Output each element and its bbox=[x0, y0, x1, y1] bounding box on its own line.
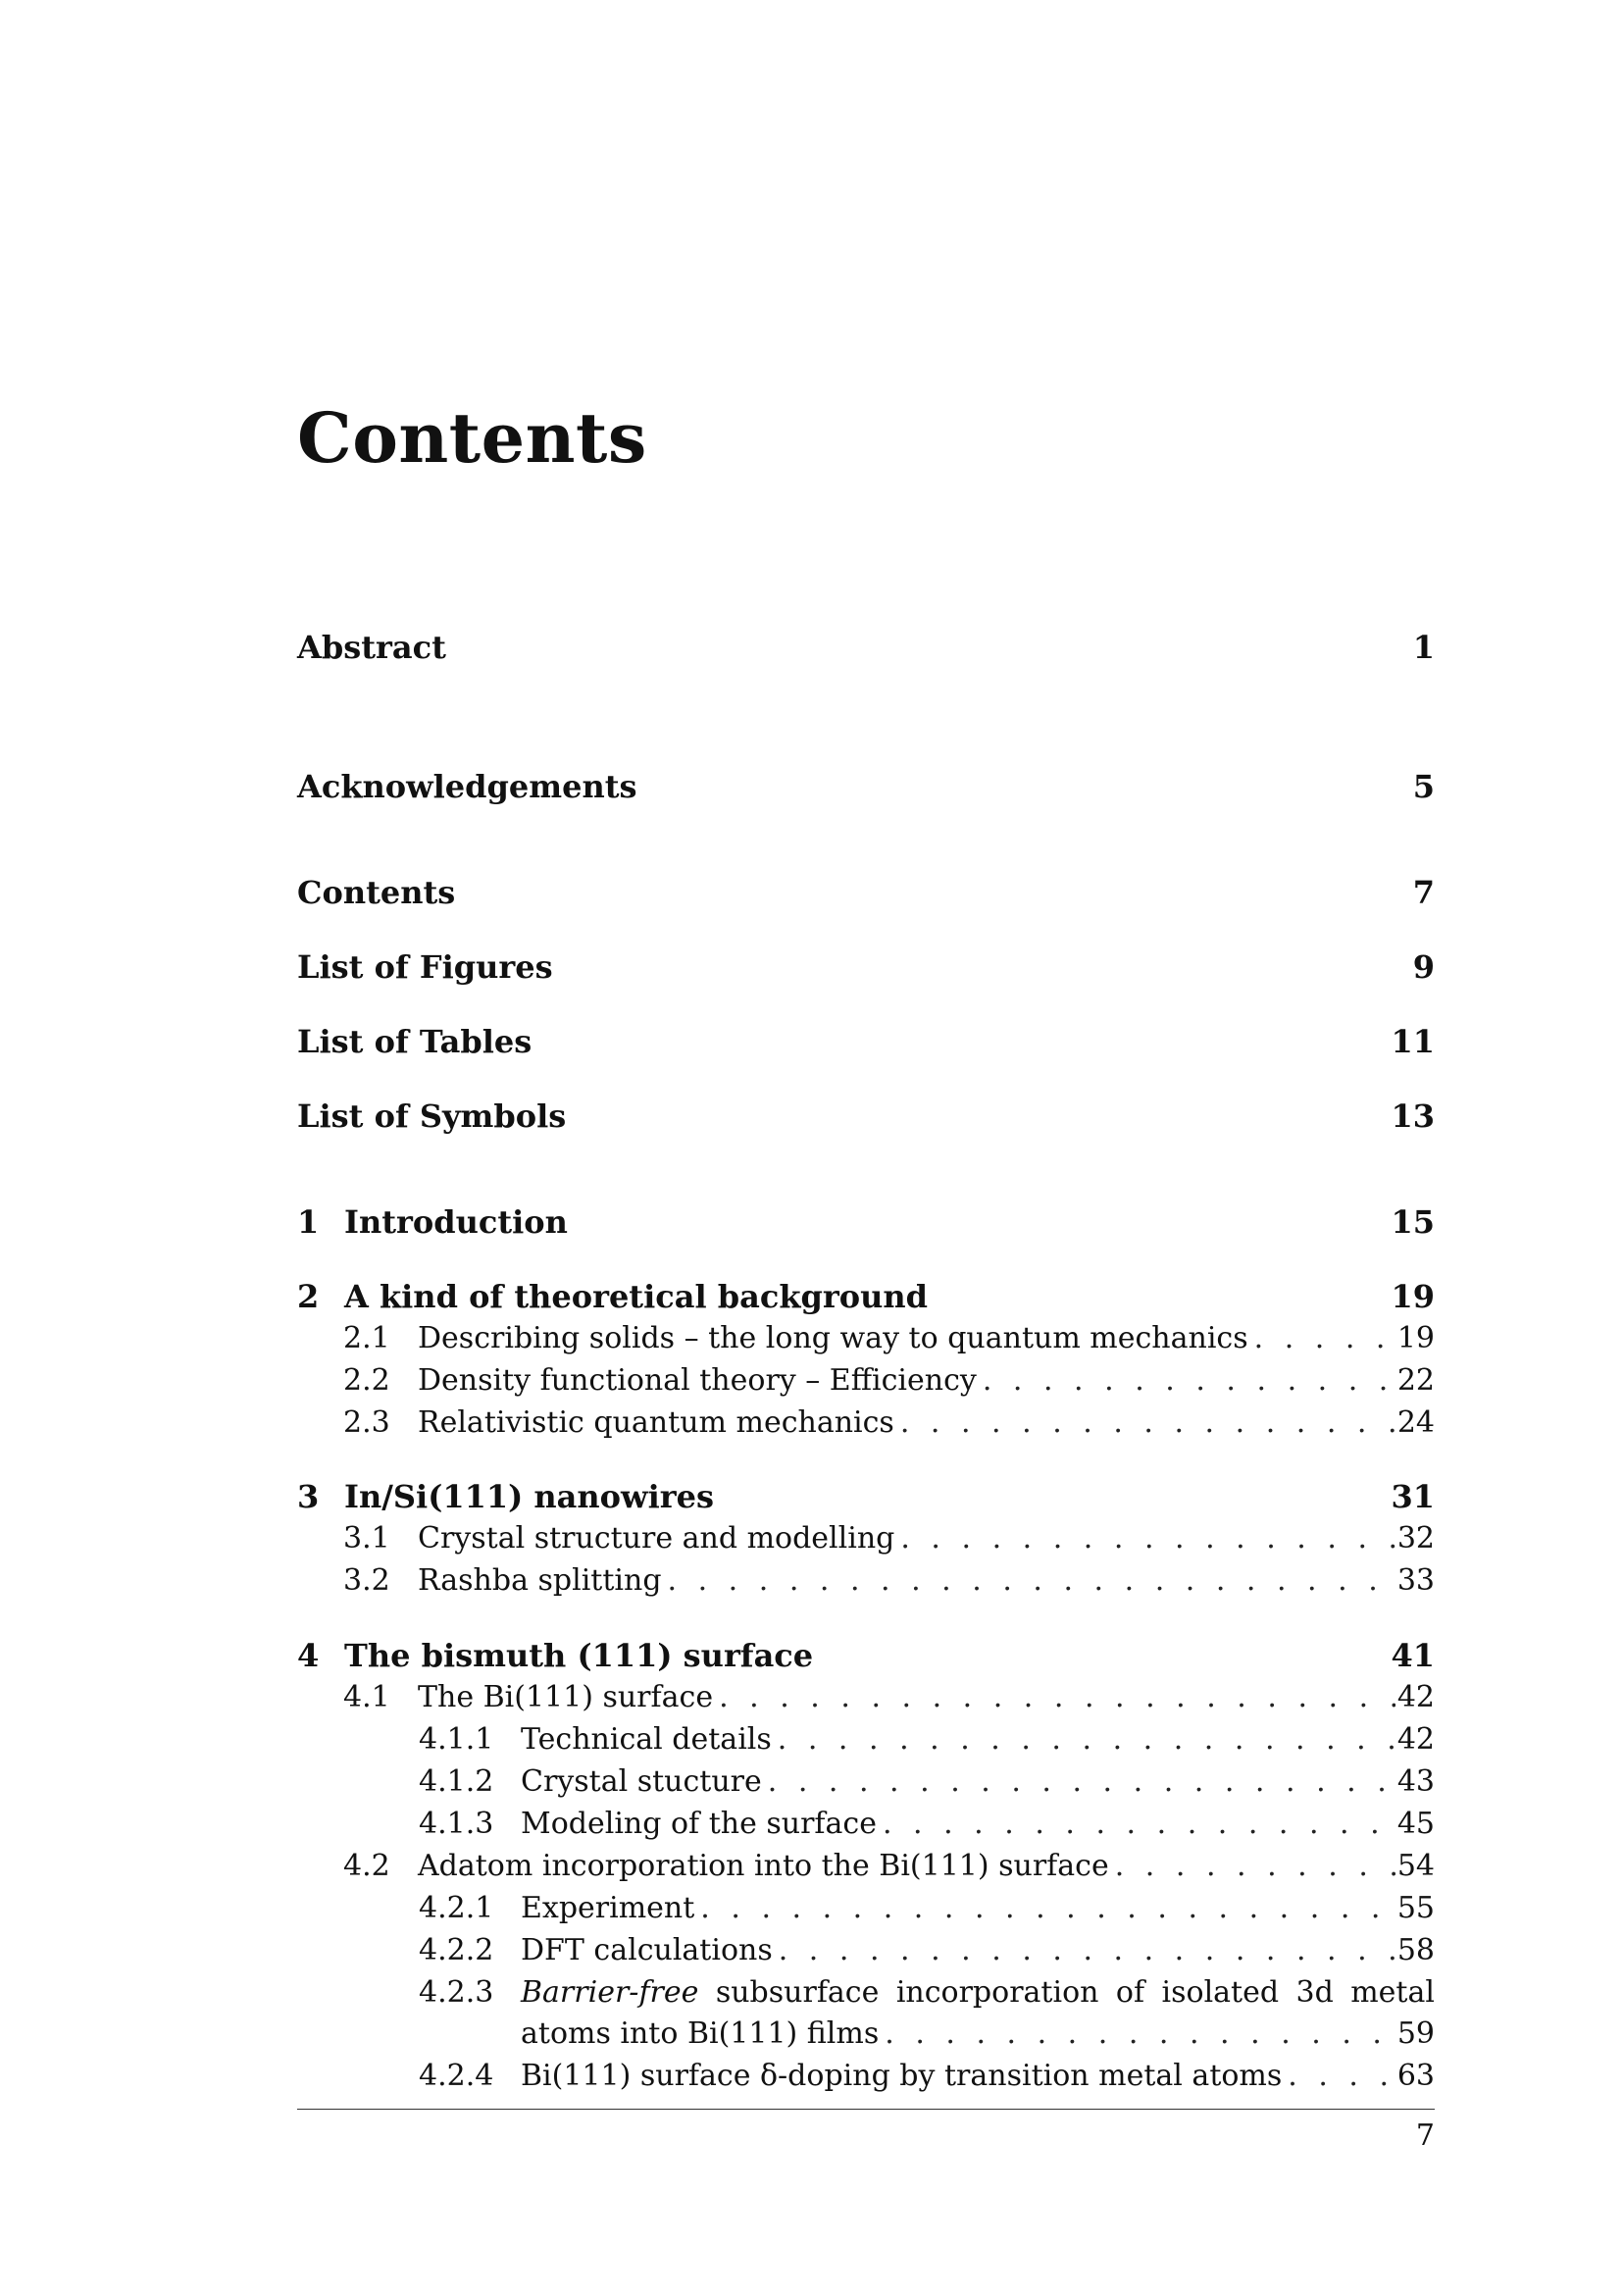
leader-dots bbox=[977, 1361, 1395, 1401]
leader-dots bbox=[894, 1519, 1395, 1558]
toc-entry-page: 13 bbox=[1391, 1097, 1435, 1135]
leader-dots bbox=[1248, 1319, 1395, 1358]
toc-section-2-2[interactable] bbox=[343, 1361, 1435, 1401]
subsection-page: 55 bbox=[1396, 1891, 1435, 1925]
subsection-number: 4.1.3 bbox=[419, 1807, 494, 1841]
section-page: 32 bbox=[1396, 1521, 1435, 1556]
subsection-title-line-1 bbox=[521, 1973, 1435, 2013]
leader-dots bbox=[1109, 1847, 1395, 1886]
toc-subsection-4-1-2[interactable] bbox=[419, 1762, 1435, 1802]
toc-chapter-2[interactable] bbox=[297, 1277, 1435, 1316]
section-page: 33 bbox=[1396, 1563, 1435, 1598]
subsection-page: 42 bbox=[1396, 1722, 1435, 1757]
toc-entry-page: 11 bbox=[1391, 1023, 1435, 1060]
chapter-page: 41 bbox=[1391, 1637, 1435, 1674]
subsection-title: Crystal stucture bbox=[521, 1764, 762, 1799]
leader-dots bbox=[773, 1931, 1395, 1970]
section-number: 2.2 bbox=[343, 1363, 390, 1398]
chapter-number: 1 bbox=[297, 1203, 320, 1241]
section-page: 24 bbox=[1396, 1405, 1435, 1440]
chapter-page: 31 bbox=[1391, 1478, 1435, 1515]
footer-rule bbox=[297, 2109, 1435, 2110]
section-title: Crystal structure and modelling bbox=[418, 1521, 895, 1556]
section-page: 22 bbox=[1396, 1363, 1435, 1398]
italic-term: Barrier-free bbox=[521, 1975, 699, 2010]
subsection-title: Modeling of the surface bbox=[521, 1807, 877, 1841]
title-word: of bbox=[1115, 1975, 1145, 2010]
leader-dots bbox=[879, 2015, 1395, 2054]
title-word: subsurface bbox=[715, 1975, 880, 2010]
section-title: Describing solids – the long way to quantum mechanics bbox=[418, 1321, 1248, 1355]
leader-dots bbox=[713, 1678, 1395, 1717]
subsection-number: 4.1.1 bbox=[419, 1722, 494, 1757]
toc-entry-contents[interactable] bbox=[297, 873, 1435, 912]
subsection-number: 4.2.1 bbox=[419, 1891, 494, 1925]
toc-chapter-4[interactable] bbox=[297, 1636, 1435, 1675]
chapter-title: Introduction bbox=[344, 1203, 568, 1241]
subsection-title-line-2 bbox=[521, 2015, 1435, 2054]
subsection-page: 63 bbox=[1396, 2059, 1435, 2093]
section-page: 54 bbox=[1396, 1849, 1435, 1883]
leader-dots bbox=[877, 1805, 1395, 1844]
chapter-number: 4 bbox=[297, 1637, 320, 1674]
toc-section-3-1[interactable] bbox=[343, 1519, 1435, 1558]
subsection-title: Bi(111) surface δ-doping by transition metal atoms bbox=[521, 2059, 1283, 2093]
title-word: incorporation bbox=[895, 1975, 1099, 2010]
subsection-number: 4.1.2 bbox=[419, 1764, 494, 1799]
toc-entry-title: Contents bbox=[297, 874, 456, 911]
toc-subsection-4-2-2[interactable] bbox=[419, 1931, 1435, 1970]
section-page: 19 bbox=[1396, 1321, 1435, 1355]
toc-entry-acknowledgements[interactable] bbox=[297, 767, 1435, 806]
toc-entry-list-of-symbols[interactable] bbox=[297, 1097, 1435, 1136]
chapter-number: 3 bbox=[297, 1478, 320, 1515]
subsection-number: 4.2.3 bbox=[419, 1975, 494, 2010]
section-title: Density functional theory – Efficiency bbox=[418, 1363, 977, 1398]
subsection-page: 45 bbox=[1396, 1807, 1435, 1841]
toc-entry-title: Acknowledgements bbox=[297, 768, 637, 805]
toc-entry-page: 1 bbox=[1412, 629, 1435, 666]
toc-section-4-1[interactable] bbox=[343, 1678, 1435, 1717]
subsection-title: Technical details bbox=[521, 1722, 772, 1757]
leader-dots bbox=[772, 1720, 1395, 1760]
subsection-number: 4.2.4 bbox=[419, 2059, 494, 2093]
toc-entry-list-of-figures[interactable] bbox=[297, 947, 1435, 987]
subsection-page: 43 bbox=[1396, 1764, 1435, 1799]
toc-entry-title: Abstract bbox=[297, 629, 446, 666]
subsection-page: 59 bbox=[1396, 2016, 1435, 2051]
title-word: metal bbox=[1350, 1975, 1435, 2010]
section-number: 2.1 bbox=[343, 1321, 390, 1355]
chapter-title: The bismuth (111) surface bbox=[344, 1637, 814, 1674]
toc-entry-page: 5 bbox=[1412, 768, 1435, 805]
toc-chapter-1[interactable] bbox=[297, 1202, 1435, 1242]
leader-dots bbox=[762, 1762, 1395, 1802]
section-title: The Bi(111) surface bbox=[418, 1680, 714, 1714]
subsection-number: 4.2.2 bbox=[419, 1933, 494, 1967]
chapter-page: 19 bbox=[1391, 1278, 1435, 1315]
section-number: 4.1 bbox=[343, 1680, 390, 1714]
leader-dots bbox=[662, 1561, 1395, 1601]
toc-entry-title: List of Symbols bbox=[297, 1097, 567, 1135]
toc-chapter-3[interactable] bbox=[297, 1477, 1435, 1516]
section-number: 2.3 bbox=[343, 1405, 390, 1440]
section-number: 3.2 bbox=[343, 1563, 390, 1598]
footer-page-number: 7 bbox=[1415, 2118, 1435, 2153]
section-title: Rashba splitting bbox=[418, 1563, 662, 1598]
section-title: Adatom incorporation into the Bi(111) surface bbox=[418, 1849, 1109, 1883]
subsection-title: DFT calculations bbox=[521, 1933, 773, 1967]
subsection-title: Experiment bbox=[521, 1891, 695, 1925]
toc-entry-page: 9 bbox=[1412, 948, 1435, 986]
toc-section-2-3[interactable] bbox=[343, 1403, 1435, 1443]
chapter-title: In/Si(111) nanowires bbox=[344, 1478, 714, 1515]
chapter-number: 2 bbox=[297, 1278, 320, 1315]
toc-section-3-2[interactable] bbox=[343, 1561, 1435, 1601]
title-word: isolated bbox=[1161, 1975, 1280, 2010]
page-title: Contents bbox=[297, 397, 647, 479]
section-number: 3.1 bbox=[343, 1521, 390, 1556]
toc-entry-abstract[interactable] bbox=[297, 628, 1435, 667]
title-word: 3d bbox=[1295, 1975, 1334, 2010]
toc-entry-title: List of Tables bbox=[297, 1023, 533, 1060]
toc-entry-title: List of Figures bbox=[297, 948, 553, 986]
section-page: 42 bbox=[1396, 1680, 1435, 1714]
toc-entry-page: 7 bbox=[1412, 874, 1435, 911]
title-continuation: atoms into Bi(111) films bbox=[521, 2016, 880, 2051]
leader-dots bbox=[694, 1889, 1395, 1928]
toc-subsection-4-2-1[interactable] bbox=[419, 1889, 1435, 1928]
toc-entry-list-of-tables[interactable] bbox=[297, 1022, 1435, 1061]
leader-dots bbox=[894, 1403, 1395, 1443]
toc-section-4-2[interactable] bbox=[343, 1847, 1435, 1886]
chapter-page: 15 bbox=[1391, 1203, 1435, 1241]
toc-subsection-4-1-1[interactable] bbox=[419, 1720, 1435, 1760]
toc-subsection-4-2-4[interactable] bbox=[419, 2057, 1435, 2096]
toc-subsection-4-1-3[interactable] bbox=[419, 1805, 1435, 1844]
subsection-page: 58 bbox=[1396, 1933, 1435, 1967]
leader-dots bbox=[1282, 2057, 1395, 2096]
section-title: Relativistic quantum mechanics bbox=[418, 1405, 894, 1440]
chapter-title: A kind of theoretical background bbox=[344, 1278, 928, 1315]
section-number: 4.2 bbox=[343, 1849, 390, 1883]
toc-section-2-1[interactable] bbox=[343, 1319, 1435, 1358]
